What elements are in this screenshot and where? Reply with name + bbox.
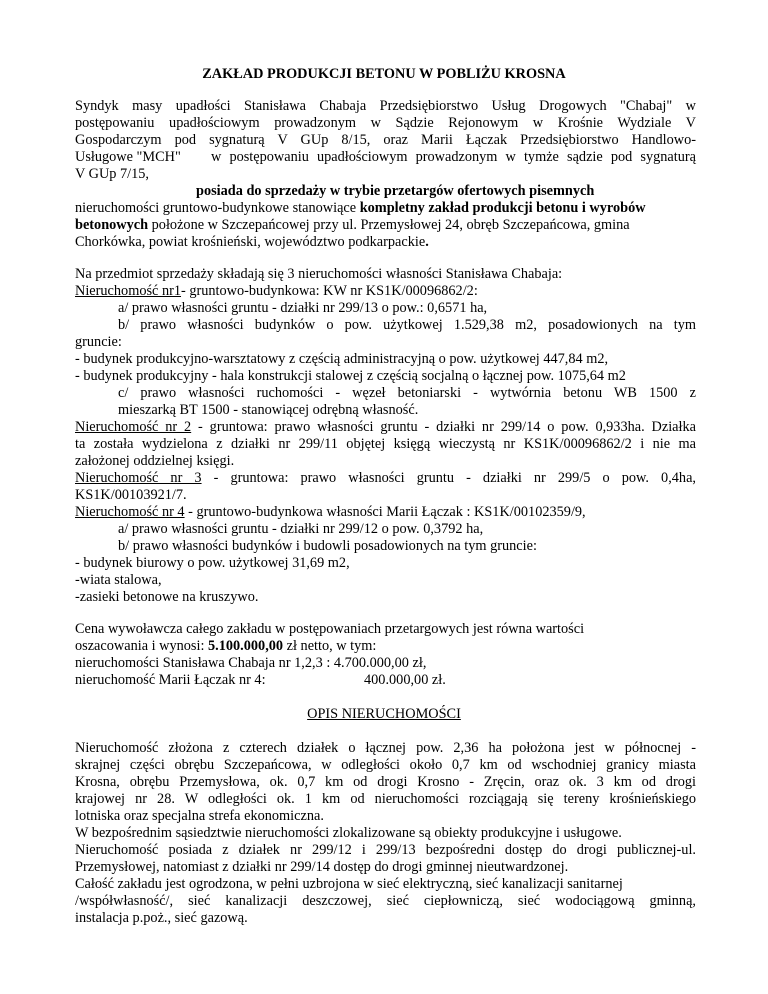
props-intro: Na przedmiot sprzedaży składają się 3 nieruchomości własności Stanisława Chabaja: — [75, 266, 563, 282]
property-1-b-cont: gruncie: — [75, 334, 122, 350]
opis-line-2: skrajnej części obrębu Szczepańcowa, w odległości około 0,7 km od wschodniej granicy miasta — [75, 757, 696, 773]
intro-line-7b: kompletny zakład produkcji betonu i wyrobów — [359, 200, 646, 216]
property-2-line-3: założonej oddzielnej księgi. — [75, 453, 235, 469]
property-2-line-2: ta została wydzielona z działki nr 299/11 objętej księgą wieczystą nr KS1K/00096862/2 i nie ma — [75, 436, 696, 452]
opis-line-1: Nieruchomość złożona z czterech działek o łącznej pow. 2,36 ha położona jest w północnej - — [75, 740, 696, 756]
opis-line-8: Przemysłowej, natomiast z działki nr 299/14 dostęp do drogi gminnej nieutwardzonej. — [75, 859, 569, 875]
property-2-label: Nieruchomość nr 2 — [75, 419, 192, 435]
intro-line-7a: nieruchomości gruntowo-budynkowe stanowiące — [75, 200, 360, 216]
property-1-label: Nieruchomość nr1 — [75, 283, 182, 299]
property-1-header: Nieruchomość nr1- gruntowo-budynkowa: KW nr KS1K/00096862/2: — [75, 283, 478, 299]
property-1-a: a/ prawo własności gruntu - działki nr 299/13 o pow.: 0,6571 ha, — [118, 300, 488, 316]
property-3-line-2: KS1K/00103921/7. — [75, 487, 187, 503]
section-heading-opis: OPIS NIERUCHOMOŚCI — [307, 706, 461, 722]
property-1-c: c/ prawo własności ruchomości - węzeł betoniarski - wytwórnia betonu WB 1500 z — [118, 385, 696, 401]
property-4-a: a/ prawo własności gruntu - działki nr 299/12 o pow. 0,3792 ha, — [118, 521, 484, 537]
price-line-4a: nieruchomość Marii Łączak nr 4: — [75, 672, 266, 688]
intro-line-8b: położone w Szczepańcowej przy ul. Przemysłowej 24, obręb Szczepańcowa, gmina — [148, 217, 630, 233]
opis-line-7: Nieruchomość posiada z działek nr 299/12 i 299/13 bezpośredni dostęp do drogi publicznej-ul. — [75, 842, 696, 858]
price-line-4b: 400.000,00 zł. — [364, 672, 446, 688]
opis-line-6: W bezpośrednim sąsiedztwie nieruchomości zlokalizowane są obiekty produkcyjne i usługowe. — [75, 825, 622, 841]
intro-line-9: Chorkówka, powiat krośnieński, województwo podkarpackie. — [75, 234, 429, 250]
property-4-building-2: -wiata stalowa, — [75, 572, 162, 588]
property-4-header: Nieruchomość nr 4 - gruntowo-budynkowa własności Marii Łączak : KS1K/00102359/9, — [75, 504, 586, 520]
property-4-building-3: -zasieki betonowe na kruszywo. — [75, 589, 259, 605]
property-4-label: Nieruchomość nr 4 — [75, 504, 185, 520]
document-title: ZAKŁAD PRODUKCJI BETONU W POBLIŻU KROSNA — [202, 66, 566, 82]
property-1-b: b/ prawo własności budynków o pow. użytkowej 1.529,38 m2, posadowionych na tym — [118, 317, 696, 333]
intro-line-1: Syndyk masy upadłości Stanisława Chabaja Przedsiębiorstwo Usług Drogowych "Chabaj" w — [75, 98, 696, 114]
intro-line-3: Gospodarczym pod sygnaturą V GUp 8/15, oraz Marii Łączak Przedsiębiorstwo Handlowo- — [75, 132, 696, 148]
intro-line-5: V GUp 7/15, — [75, 166, 150, 182]
intro-line-2: postępowaniu upadłościowym prowadzonym w Sądzie Rejonowym w Krośnie Wydziale V — [75, 115, 696, 131]
property-4-building-1: - budynek biurowy o pow. użytkowej 31,69 m2, — [75, 555, 350, 571]
intro-line-7 — [75, 200, 646, 216]
total-price: 5.100.000,00 — [208, 638, 284, 654]
opis-line-3: Krosna, obrębu Przemysłowa, ok. 0,7 km od drogi Krosno - Zręcin, oraz ok. 3 km od drogi — [75, 774, 696, 790]
opis-line-11: instalacja p.poż., sieć gazową. — [75, 910, 248, 926]
intro-line-4b: w postępowaniu upadłościowym prowadzonym w tymże sądzie pod sygnaturą — [211, 149, 696, 165]
price-line-1: Cena wywoławcza całego zakładu w postępowaniach przetargowych jest równa wartości — [75, 621, 585, 637]
intro-line-8a: betonowych — [75, 217, 149, 233]
opis-line-5: lotniska oraz specjalna strefa ekonomiczna. — [75, 808, 324, 824]
intro-line-8 — [75, 217, 630, 233]
opis-line-4: krajowej nr 28. W odległości ok. 1 km od nieruchomości rozciągają się tereny krośnieńskiego — [75, 791, 696, 807]
property-1-building-1: - budynek produkcyjno-warsztatowy z częścią administracyjną o pow. użytkowej 447,84 m2, — [75, 351, 609, 367]
opis-line-10: /współwłasność/, sieć kanalizacji deszczowej, sieć ciepłowniczą, sieć wodociągową gminną, — [75, 893, 696, 909]
property-4-b: b/ prawo własności budynków i budowli posadowionych na tym gruncie: — [118, 538, 537, 554]
property-3-label: Nieruchomość nr 3 — [75, 470, 202, 486]
property-2-header: Nieruchomość nr 2 - gruntowa: prawo własności gruntu - działki nr 299/14 o pow. 0,933ha. Działka — [75, 419, 696, 435]
sale-announcement: posiada do sprzedaży w trybie przetargów ofertowych pisemnych — [196, 183, 595, 199]
property-1-building-2: - budynek produkcyjny - hala konstrukcji stalowej z częścią socjalną o łącznej pow. 1075,64 m2 — [75, 368, 626, 384]
price-line-2: oszacowania i wynosi: 5.100.000,00 zł netto, w tym: — [75, 638, 377, 654]
intro-line-4a: Usługowe "MCH" — [75, 149, 181, 165]
opis-line-9: Całość zakładu jest ogrodzona, w pełni uzbrojona w sieć elektryczną, sieć kanalizacji sanitarnej — [75, 876, 623, 892]
property-3-header: Nieruchomość nr 3 - gruntowa: prawo własności gruntu - działki nr 299/5 o pow. 0,4ha, — [75, 470, 696, 486]
price-line-3: nieruchomości Stanisława Chabaja nr 1,2,3 : 4.700.000,00 zł, — [75, 655, 427, 671]
property-1-c-cont: mieszarką BT 1500 - stanowiącej odrębną własność. — [118, 402, 419, 418]
